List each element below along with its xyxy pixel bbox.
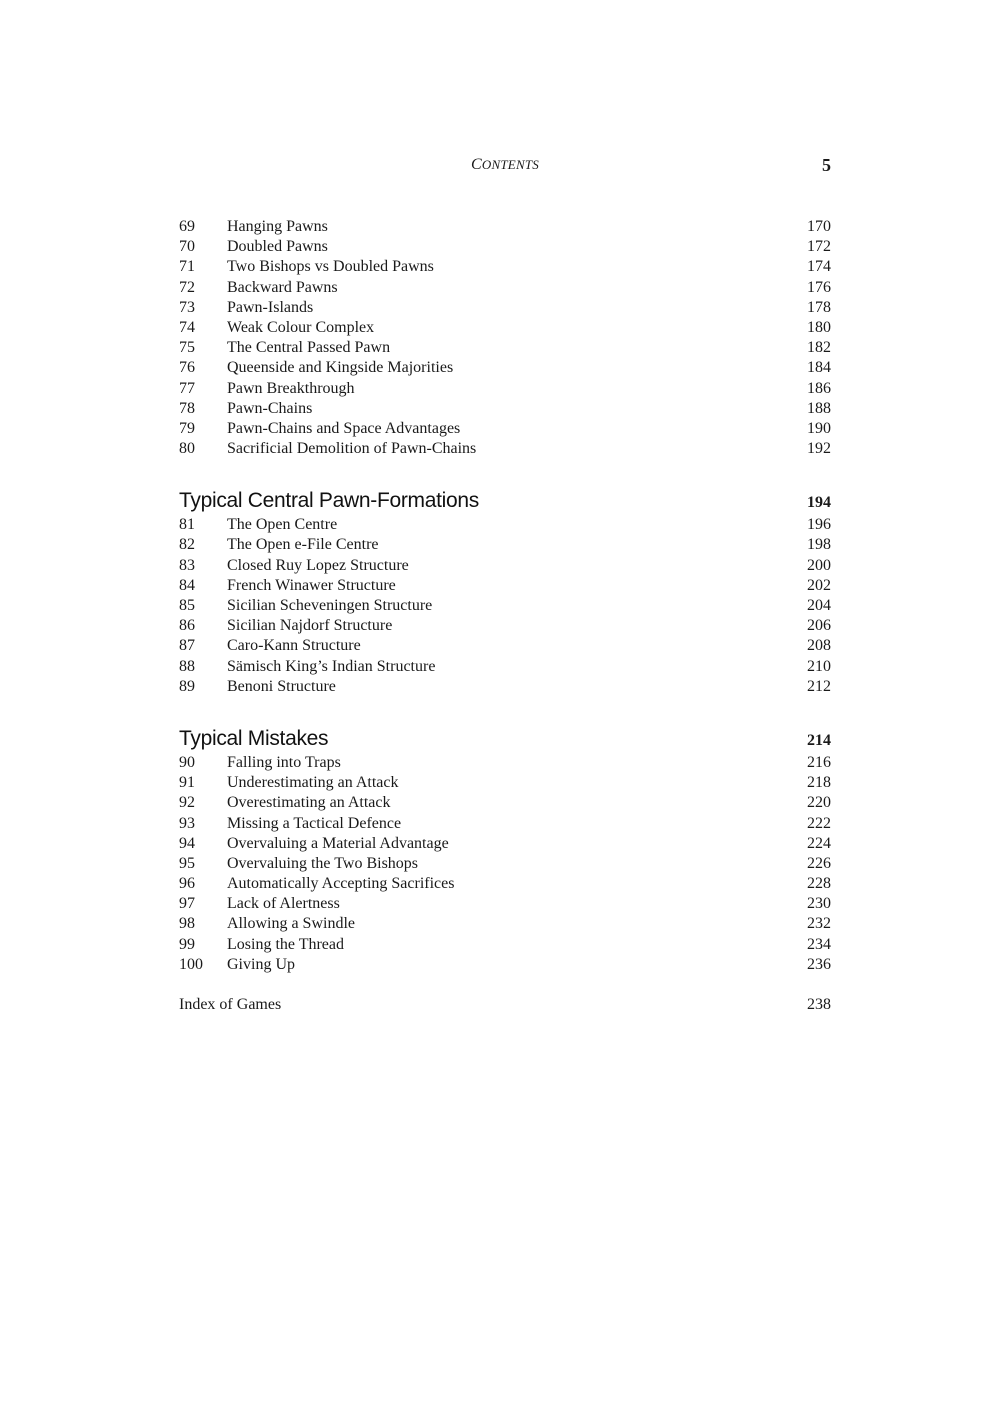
entry-page: 210 — [807, 657, 831, 675]
entry-title: Benoni Structure — [227, 677, 336, 695]
entry-page: 172 — [807, 238, 831, 256]
toc-entry[interactable] — [179, 298, 831, 318]
entry-title: Pawn-Chains — [227, 399, 313, 417]
toc-entry[interactable] — [179, 338, 831, 358]
entry-page: 196 — [807, 516, 831, 534]
entry-page: 188 — [807, 399, 831, 417]
entry-title: Two Bishops vs Doubled Pawns — [227, 258, 434, 276]
running-title-rest: ONTENTS — [481, 157, 539, 172]
entry-title: Pawn-Islands — [227, 298, 314, 316]
entry-number: 79 — [179, 419, 195, 437]
toc-entry[interactable] — [179, 556, 831, 576]
entry-number: 74 — [179, 318, 195, 336]
toc-entry[interactable] — [179, 419, 831, 439]
section-heading-central-pawn-formations[interactable] — [179, 486, 831, 514]
entry-number: 93 — [179, 814, 195, 832]
entry-number: 87 — [179, 637, 195, 655]
section-title: Typical Mistakes — [179, 726, 329, 750]
entry-number: 91 — [179, 774, 195, 792]
toc-entry[interactable] — [179, 834, 831, 854]
toc-entry[interactable] — [179, 935, 831, 955]
entry-title: Automatically Accepting Sacrifices — [227, 875, 455, 893]
entry-number: 92 — [179, 794, 195, 812]
running-head — [179, 154, 831, 176]
entry-page: 208 — [807, 637, 831, 655]
entry-number: 99 — [179, 935, 195, 953]
entry-title: Overvaluing a Material Advantage — [227, 834, 449, 852]
entry-title: French Winawer Structure — [227, 576, 396, 594]
entry-number: 97 — [179, 895, 195, 913]
entry-title: The Open Centre — [227, 516, 338, 534]
entry-number: 95 — [179, 854, 195, 872]
entry-number: 71 — [179, 258, 195, 276]
entry-page: 204 — [807, 597, 831, 614]
toc-entry[interactable] — [179, 773, 831, 793]
entry-page: 220 — [807, 794, 831, 812]
entry-page: 228 — [807, 875, 831, 893]
entry-number: 73 — [179, 298, 195, 316]
entry-title: Pawn-Chains and Space Advantages — [227, 419, 461, 437]
entry-number: 94 — [179, 834, 195, 852]
toc-entry[interactable] — [179, 515, 831, 535]
toc-entry[interactable] — [179, 237, 831, 257]
index-title: Index of Games — [179, 996, 282, 1013]
entry-number: 77 — [179, 379, 195, 397]
entry-number: 84 — [179, 576, 195, 594]
entry-title: Caro-Kann Structure — [227, 637, 361, 655]
entry-title: The Open e-File Centre — [227, 536, 379, 554]
toc-entry[interactable] — [179, 379, 831, 399]
entry-page: 176 — [807, 278, 831, 296]
entry-number: 76 — [179, 359, 195, 377]
toc-entry[interactable] — [179, 753, 831, 773]
entry-title: Sicilian Najdorf Structure — [227, 617, 393, 635]
entry-page: 192 — [807, 440, 831, 458]
entry-title: Queenside and Kingside Majorities — [227, 359, 454, 377]
entry-page: 218 — [807, 774, 831, 792]
entry-title: Backward Pawns — [227, 278, 338, 296]
entry-page: 232 — [807, 915, 831, 933]
entry-page: 182 — [807, 339, 831, 357]
toc-entry[interactable] — [179, 399, 831, 419]
entry-page: 202 — [807, 576, 831, 594]
entry-title: Sämisch King’s Indian Structure — [227, 657, 436, 675]
entry-title: Doubled Pawns — [227, 238, 328, 256]
entry-page: 186 — [807, 379, 831, 397]
entry-number: 70 — [179, 238, 195, 256]
entry-number: 90 — [179, 753, 195, 771]
entries-group-b — [179, 515, 831, 697]
table-of-contents — [179, 217, 831, 1015]
toc-entry[interactable] — [179, 636, 831, 656]
entry-page: 236 — [807, 955, 831, 973]
toc-entry[interactable] — [179, 854, 831, 874]
entry-number: 69 — [179, 218, 195, 235]
toc-entry[interactable] — [179, 318, 831, 338]
entry-title: Sacrificial Demolition of Pawn-Chains — [227, 440, 477, 458]
toc-entry[interactable] — [179, 814, 831, 834]
entry-title: Losing the Thread — [227, 935, 345, 953]
toc-entry[interactable] — [179, 257, 831, 277]
entry-title: Falling into Traps — [227, 753, 341, 771]
entry-title: Weak Colour Complex — [227, 318, 375, 336]
entry-page: 230 — [807, 895, 831, 913]
entry-title: Missing a Tactical Defence — [227, 814, 402, 832]
entry-title: Closed Ruy Lopez Structure — [227, 556, 409, 574]
entry-title: Allowing a Swindle — [227, 915, 355, 933]
entry-title: Hanging Pawns — [227, 218, 328, 235]
toc-entry[interactable] — [179, 278, 831, 298]
entry-number: 83 — [179, 556, 195, 574]
entry-number: 82 — [179, 536, 195, 554]
entry-number: 81 — [179, 516, 195, 534]
running-title — [179, 154, 831, 176]
entries-group-c — [179, 753, 831, 975]
section-page: 194 — [807, 494, 831, 512]
entry-page: 178 — [807, 298, 831, 316]
contents-page — [179, 0, 831, 1416]
entry-page: 200 — [807, 556, 831, 574]
entry-page: 170 — [807, 218, 831, 235]
page-number: 5 — [822, 155, 831, 175]
entry-title: Underestimating an Attack — [227, 774, 399, 792]
entry-page: 224 — [807, 834, 831, 852]
entry-number: 80 — [179, 440, 195, 458]
toc-entry[interactable] — [179, 217, 831, 237]
entry-title: Giving Up — [227, 955, 295, 973]
toc-entry[interactable] — [179, 874, 831, 894]
entry-page: 206 — [807, 617, 831, 635]
entry-number: 89 — [179, 677, 195, 695]
toc-entry[interactable] — [179, 596, 831, 616]
entry-page: 184 — [807, 359, 831, 377]
toc-entry[interactable] — [179, 535, 831, 555]
entry-number: 75 — [179, 339, 195, 357]
entry-number: 96 — [179, 875, 195, 893]
entry-number: 78 — [179, 399, 195, 417]
entry-title: Lack of Alertness — [227, 895, 340, 913]
toc-entry[interactable] — [179, 657, 831, 677]
entry-page: 180 — [807, 318, 831, 336]
entry-title: The Central Passed Pawn — [227, 339, 391, 357]
entries-group-a — [179, 217, 831, 459]
entry-title: Pawn Breakthrough — [227, 379, 355, 397]
toc-entry[interactable] — [179, 576, 831, 596]
entry-number: 86 — [179, 617, 195, 635]
index-of-games-entry[interactable] — [179, 995, 831, 1015]
entry-page: 174 — [807, 258, 831, 276]
index-page: 238 — [807, 996, 831, 1013]
entry-page: 212 — [807, 677, 831, 695]
toc-entry[interactable] — [179, 894, 831, 914]
entry-page: 190 — [807, 419, 831, 437]
entry-number: 88 — [179, 657, 195, 675]
entry-page: 198 — [807, 536, 831, 554]
toc-entry[interactable] — [179, 358, 831, 378]
entry-number: 85 — [179, 597, 195, 614]
toc-entry[interactable] — [179, 793, 831, 813]
section-page: 214 — [807, 731, 831, 749]
entry-title: Sicilian Scheveningen Structure — [227, 597, 433, 614]
entry-page: 234 — [807, 935, 831, 953]
toc-entry[interactable] — [179, 955, 831, 975]
running-title-initial: C — [471, 156, 482, 173]
entry-title: Overestimating an Attack — [227, 794, 391, 812]
section-title: Typical Central Pawn-Formations — [179, 489, 479, 513]
toc-entry[interactable] — [179, 616, 831, 636]
entry-number: 72 — [179, 278, 195, 296]
entry-number: 100 — [179, 955, 203, 973]
section-heading-typical-mistakes[interactable] — [179, 724, 831, 752]
toc-entry[interactable] — [179, 439, 831, 459]
entry-page: 222 — [807, 814, 831, 832]
entry-number: 98 — [179, 915, 195, 933]
entry-title: Overvaluing the Two Bishops — [227, 854, 419, 872]
entry-page: 216 — [807, 753, 831, 771]
toc-entry[interactable] — [179, 677, 831, 697]
toc-entry[interactable] — [179, 914, 831, 934]
entry-page: 226 — [807, 854, 831, 872]
